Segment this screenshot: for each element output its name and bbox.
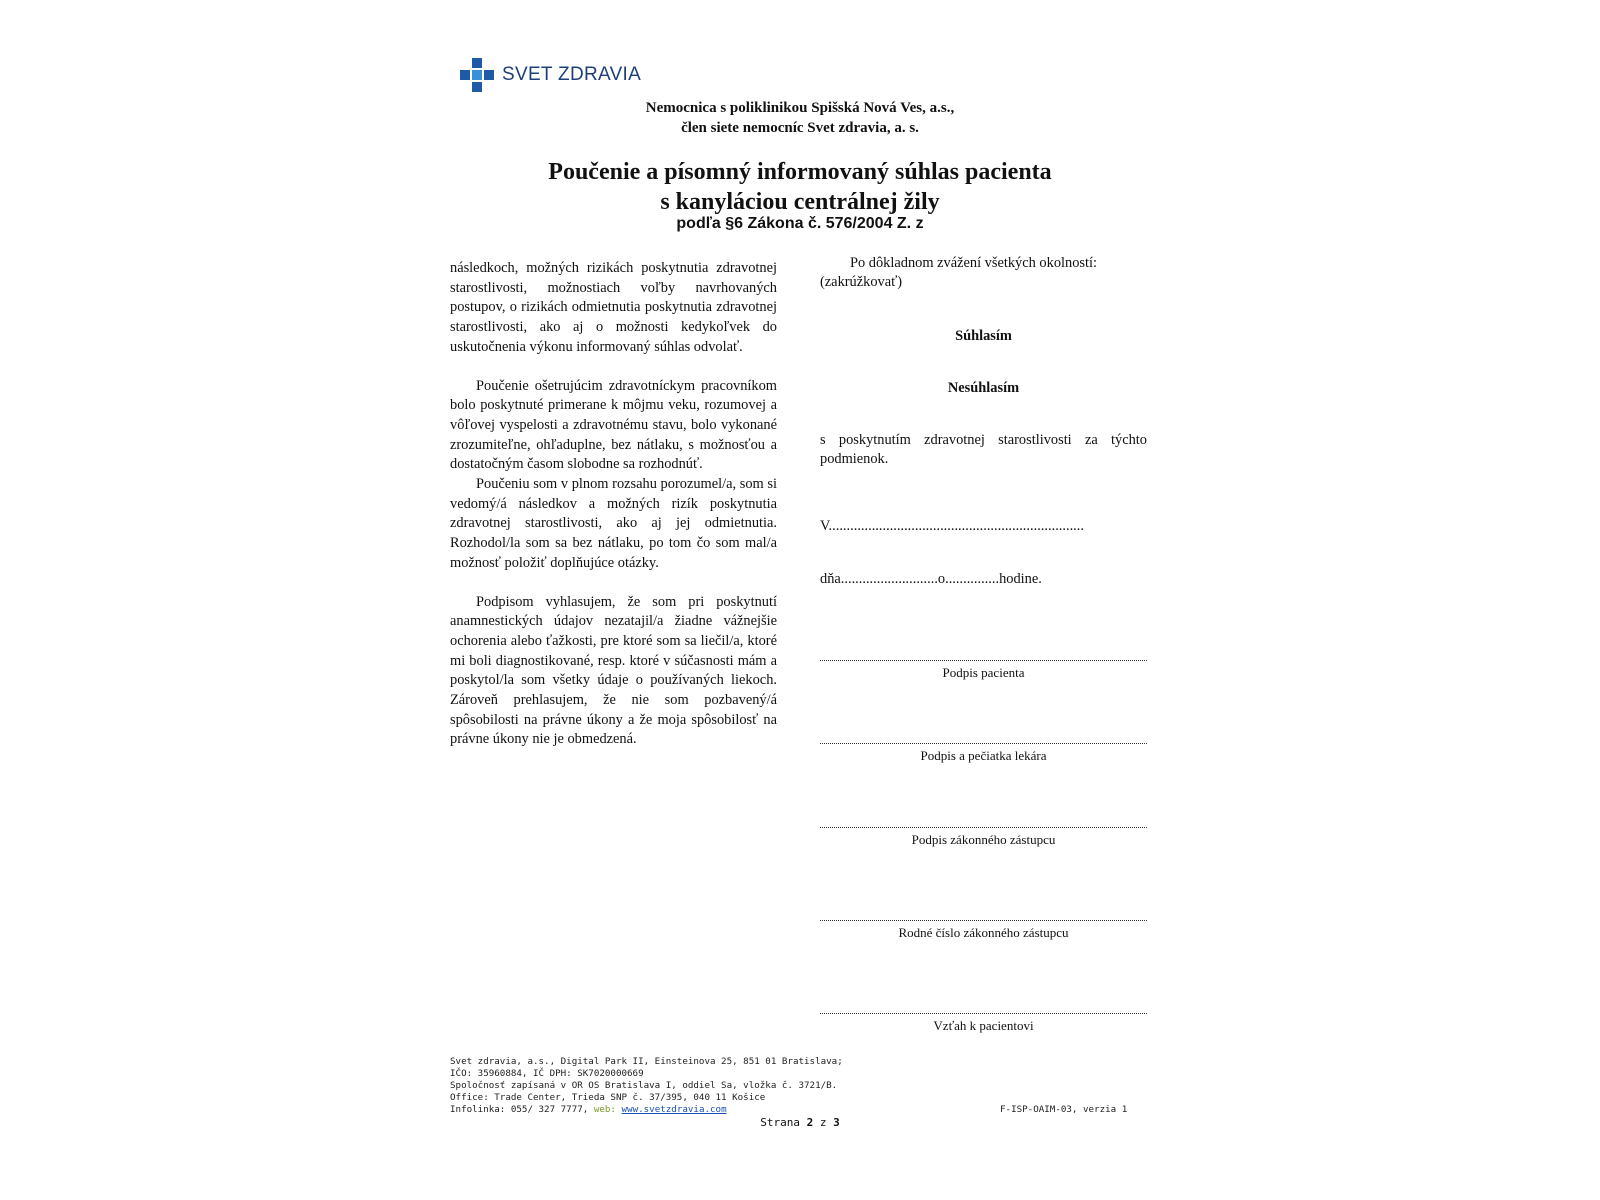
law-reference: podľa §6 Zákona č. 576/2004 Z. z [676, 215, 924, 232]
date-time-field[interactable]: dňa...........................o...............hodine. [820, 571, 1042, 587]
footer-company-info [450, 1056, 843, 1116]
consent-intro: Po dôkladnom zvážení všetkých okolností: (zakrúžkovať) [820, 255, 1098, 290]
paragraph-declaration: Podpisom vyhlasujem, že som pri poskytnutí anamnestických údajov nezatajil/a žiadne vážnejšie ochorenia alebo ťažkosti, pre ktoré som sa liečil/a, ktoré mi boli diagnostikované, resp. ktoré v súčasnosti mám a poskytol/la som všetky údaje o používaných liekoch. Zároveň prehlasujem, že nie som pozbavený/á spôsobilosti na právne úkony a že moja spôsobilosť na právne úkony nie je obmedzená. [450, 593, 777, 748]
document-page [400, 0, 1200, 1200]
footer-office: Office: Trade Center, Trieda SNP č. 37/395, 040 11 Košice [450, 1092, 766, 1103]
place-field[interactable]: V....................................................................... [820, 518, 1084, 534]
document-title: Poučenie a písomný informovaný súhlas pacienta [548, 159, 1052, 185]
page-prefix: Strana [760, 1116, 807, 1129]
footer-hotline: Infolinka: 055/ 327 7777, [450, 1104, 594, 1115]
agree-option[interactable]: Súhlasím [955, 328, 1012, 344]
footer-tax-ids: IČO: 35960884, IČ DPH: SK7020000669 [450, 1068, 644, 1079]
id-number-label: Rodné číslo zákonného zástupcu [898, 925, 1069, 940]
page-total: 3 [833, 1116, 840, 1129]
footer-contact [450, 1104, 843, 1116]
left-column [450, 259, 777, 750]
consent-condition: s poskytnutím zdravotnej starostlivosti za týchto podmienok. [820, 432, 1147, 467]
signature-line-doctor[interactable] [820, 743, 1147, 744]
footer-web-label: web: [593, 1104, 622, 1115]
company-logo [460, 58, 641, 92]
signature-label-doctor: Podpis a pečiatka lekára [920, 748, 1047, 763]
org-network: člen siete nemocníc Svet zdravia, a. s. [681, 120, 919, 136]
page-number [400, 1116, 1200, 1129]
paragraph-understanding: Poučeniu som v plnom rozsahu porozumel/a, som si vedomý/á následkov a možných rizík poskytnutia zdravotnej starostlivosti, ako aj jej odmietnutia. Rozhodol/la som sa bez nátlaku, po tom čo som mal/a možnosť položiť doplňujúce otázky. [450, 476, 777, 571]
page-separator: z [813, 1116, 834, 1129]
org-name: Nemocnica s poliklinikou Spišská Nová Ves, a.s., [645, 100, 955, 116]
id-number-line[interactable] [820, 920, 1147, 921]
disagree-option[interactable]: Nesúhlasím [947, 380, 1020, 396]
document-id: F-ISP-OAIM-03, verzia 1 [1000, 1104, 1128, 1115]
paragraph-consequences: následkoch, možných rizikách poskytnutia zdravotnej starostlivosti, možnostiach voľby navrhovaných postupov, o rizikách odmietnutia poskytnutia zdravotnej starostlivosti, ako aj o možnosti kedykoľvek do uskutočnenia výkonu informovaný súhlas odvolať. [450, 260, 777, 355]
footer-website-link[interactable]: www.svetzdravia.com [621, 1104, 727, 1115]
document-title-line2: s kanyláciou centrálnej žily [660, 189, 940, 215]
signature-line-patient[interactable] [820, 660, 1147, 661]
footer-registration: Spoločnosť zapísaná v OR OS Bratislava I, oddiel Sa, vložka č. 3721/B. [450, 1080, 838, 1091]
signature-label-patient: Podpis pacienta [942, 665, 1025, 680]
relation-label: Vzťah k pacientovi [933, 1018, 1034, 1033]
signature-label-legal-rep: Podpis zákonného zástupcu [911, 832, 1056, 847]
logo-text: SVET ZDRAVIA [502, 64, 642, 85]
paragraph-instruction: Poučenie ošetrujúcim zdravotníckym pracovníkom bolo poskytnuté primerane k môjmu veku, rozumovej a vôľovej vyspelosti a zdravotnému stavu, bolo vykonané zrozumiteľne, ohľaduplne, bez nátlaku, s možnosťou a dostatočným časom slobodne sa rozhodnúť. [450, 377, 777, 473]
cross-logo-icon [460, 58, 494, 92]
footer-address: Svet zdravia, a.s., Digital Park II, Einsteinova 25, 851 01 Bratislava; [450, 1056, 843, 1067]
relation-line[interactable] [820, 1013, 1147, 1014]
page-current: 2 [806, 1116, 814, 1129]
signature-line-legal-rep[interactable] [820, 827, 1147, 828]
